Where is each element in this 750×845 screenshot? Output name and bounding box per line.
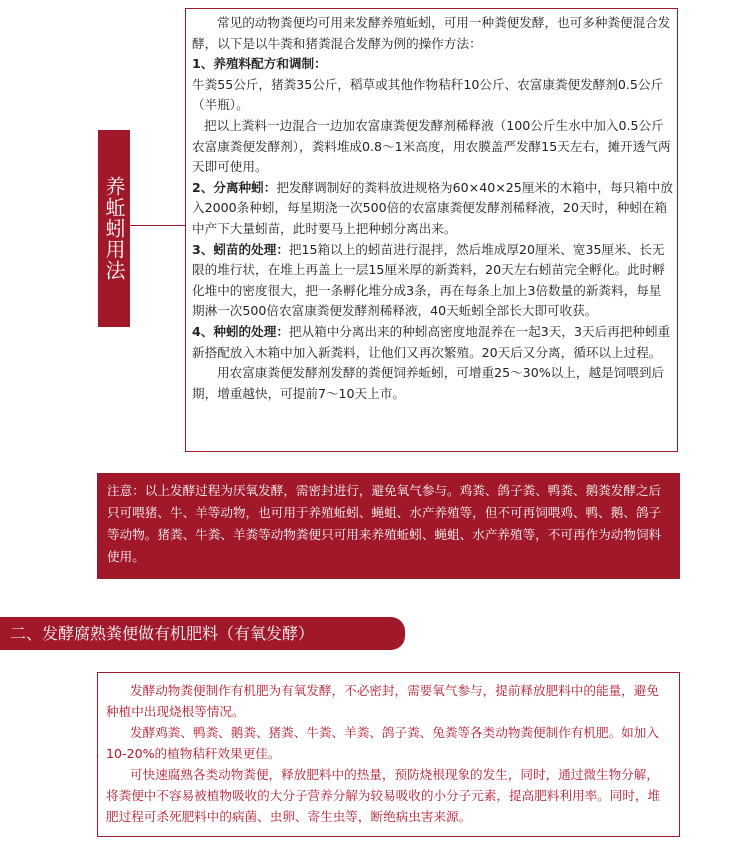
section4-text: 把从箱中分离出来的种蚓高密度地混养在一起3天，3天后再把种蚓重新搭配放入木箱中加入新粪料，让他们又再次繁殖。20天后又分离，循环以上过程。 (192, 323, 671, 360)
connector-line (130, 225, 186, 226)
section1-method: 把以上粪料一边混合一边加农富康粪便发酵剂稀释液（100公斤生水中加入0.5公斤农富康粪便发酵剂），粪料堆成0.8～1米高度，用农膜盖严发酵15天左右，摊开透气两天即可使用。 (192, 117, 671, 175)
earthworm-method-box (185, 8, 678, 452)
intro-text: 常见的动物粪便均可用来发酵养殖蚯蚓，可用一种粪便发酵，也可多种粪便混合发酵，以下是以牛粪和猪粪混合发酵为例的操作方法： (192, 15, 671, 51)
section2-header: 二、发酵腐熟粪便做有机肥料（有氧发酵） (0, 617, 405, 650)
section4-paragraph (192, 322, 673, 363)
section3-text: 把15箱以上的蚓苗进行混拌，然后堆成厚20厘米、宽35厘米、长无限的堆行状，在堆上再盖上一层15厘米厚的新粪料，20天左右蚓苗完全孵化。此时孵化堆中的密度很大，把一条孵化堆分成3条，再在每条上加上3倍数量的新粪料，每星期淋一次500倍农富康粪便发酵剂稀释液，40天蚯蚓全部长大即可收获。 (192, 241, 665, 319)
section2-title: 2、分离种蚓： (192, 179, 277, 195)
section2-text: 把发酵调制好的粪料放进规格为60×40×25厘米的木箱中，每只箱中放入2000条种蚓，每星期浇一次500倍的农富康粪便发酵剂稀释液，20天时，种蚓在箱中产下大量蚓苗，此时要马上把种蚓分离出来。 (192, 179, 673, 236)
fertilizer-paragraph-3: 可快速腐熟各类动物粪便，释放肥料中的热量，预防烧根现象的发生，同时，通过微生物分解，将粪便中不容易被植物吸收的大分子营养分解为较易吸收的小分子元素，提高肥料利用率。同时，堆肥过程可杀死肥料中的病菌、虫卵、寄生虫等，断绝病虫害来源。 (106, 767, 661, 824)
section3-paragraph (192, 240, 673, 322)
conclusion-text: 用农富康粪便发酵剂发酵的粪便饲养蚯蚓，可增重25～30%以上，越是饲喂到后期，增重越快，可提前7～10天上市。 (192, 365, 665, 401)
section2-paragraph (192, 178, 673, 240)
fertilizer-box (97, 672, 680, 837)
fertilizer-paragraph-1: 发酵动物粪便制作有机肥为有氧发酵，不必密封，需要氧气参与，提前释放肥料中的能量，避免种植中出现烧根等情况。 (106, 683, 659, 719)
section3-title: 3、蚓苗的处理： (192, 241, 289, 257)
section4-title: 4、种蚓的处理： (192, 323, 289, 339)
section1-formula: 牛粪55公斤，猪粪35公斤，稻草或其他作物秸秆10公斤、农富康粪便发酵剂0.5公斤（半瓶）。 (192, 76, 664, 113)
side-label: 养蚯蚓用法 (98, 130, 130, 327)
section1-title: 1、养殖料配方和调制： (192, 56, 327, 72)
note-box: 注意：以上发酵过程为厌氧发酵，需密封进行，避免氧气参与。鸡粪、鸽子粪、鸭粪、鹅粪发酵之后只可喂猪、牛、羊等动物，也可用于养殖蚯蚓、蝇蛆、水产养殖等，但不可再饲喂鸡、鸭、鹅、鸽子等动物。猪粪、牛粪、羊粪等动物粪便只可用来养殖蚯蚓、蝇蛆、水产养殖等，不可再作为动物饲料使用。 (97, 473, 680, 579)
fertilizer-paragraph-2: 发酵鸡粪、鸭粪、鹅粪、猪粪、牛粪、羊粪、鸽子粪、兔粪等各类动物粪便制作有机肥。如加入10-20%的植物秸秆效果更佳。 (106, 725, 659, 761)
